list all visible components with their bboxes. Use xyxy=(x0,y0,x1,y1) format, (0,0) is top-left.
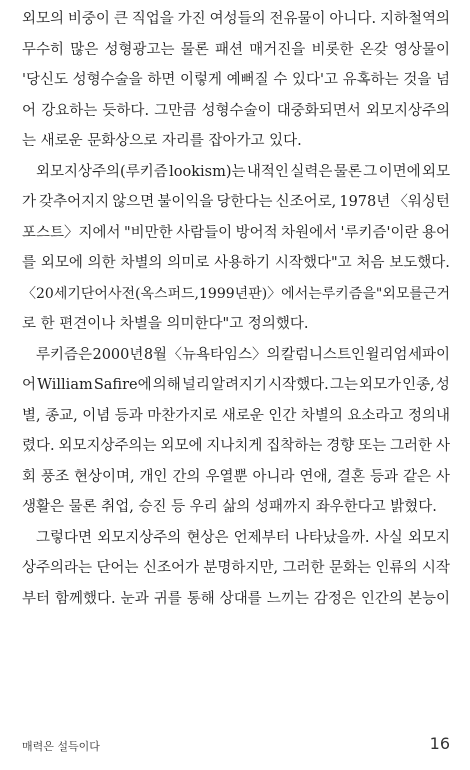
paragraph xyxy=(22,523,450,615)
page-number: 16 xyxy=(429,734,450,753)
word: 단어사전(옥스퍼드, xyxy=(80,285,199,302)
text-line xyxy=(22,462,450,493)
paragraph xyxy=(22,340,450,523)
word: 실력은 xyxy=(290,163,333,180)
word: 등과 xyxy=(114,407,143,424)
text-line xyxy=(22,187,450,218)
word: '당신도 xyxy=(22,72,69,88)
word: 등과 xyxy=(369,468,398,485)
word: 그 xyxy=(363,163,378,180)
word: 귀를 xyxy=(153,590,182,607)
word: 문화는 xyxy=(328,560,372,576)
word: 물론 xyxy=(333,163,362,180)
word: 비롯한 xyxy=(311,41,354,58)
word: 신조어로, xyxy=(275,194,337,210)
word: 풍조 xyxy=(40,468,69,485)
word: 신조어가 xyxy=(142,560,199,576)
word: 루키즘을 xyxy=(321,285,376,302)
word: 이렇게 xyxy=(180,72,223,88)
word: '루키즘'이란 xyxy=(340,224,419,241)
word: 차원에서 xyxy=(281,224,338,241)
word: 큰 xyxy=(113,11,128,27)
text-line xyxy=(22,523,450,554)
text-line xyxy=(22,157,450,188)
word: 세파이 xyxy=(407,346,450,363)
word: 상주의라는 xyxy=(22,560,93,576)
word: 어 xyxy=(22,377,37,393)
word: 어 xyxy=(22,102,37,119)
word: 외모지상주의 xyxy=(97,529,182,546)
word: 하면 xyxy=(147,72,176,88)
word: 8월 xyxy=(143,346,168,363)
word: 사실 xyxy=(374,529,403,546)
word: 널리 xyxy=(181,377,210,393)
word: 윌리엄 xyxy=(365,346,408,363)
word: 사람들이 xyxy=(176,224,233,241)
word: 를 xyxy=(22,255,37,271)
word: 지나치게 xyxy=(206,438,263,454)
word: 나타났을까. xyxy=(294,529,370,546)
word: 아니라 xyxy=(252,468,295,485)
word: 종교, xyxy=(45,407,78,424)
word: 차별의 xyxy=(120,255,163,271)
word: 외모지상주의(루키즘 xyxy=(36,163,168,180)
word: 지하철역의 xyxy=(379,11,450,27)
word: 외모지상주의는 xyxy=(58,438,157,454)
word: 당한다는 xyxy=(216,194,273,210)
word: 외모지상주의 xyxy=(365,102,450,119)
word: 성 xyxy=(435,377,450,393)
word: 비중이 xyxy=(67,11,110,27)
word: 넘 xyxy=(435,72,450,88)
word: 요소라고 xyxy=(347,407,404,424)
word: 〈뉴욕타임스〉의 xyxy=(167,346,281,363)
word: 칼럼니스트인 xyxy=(280,346,366,363)
word: 사 xyxy=(435,468,450,485)
word: 성형수술이 xyxy=(201,102,272,119)
word: 1999년 xyxy=(199,285,249,302)
word: 이면에 xyxy=(378,163,421,180)
word: 회 xyxy=(22,468,37,485)
word: 매거진을 xyxy=(249,41,306,58)
text-line xyxy=(22,340,450,371)
word: 의미로 xyxy=(167,255,210,271)
word: 있다'고 xyxy=(292,72,339,88)
word: 알려지기 xyxy=(210,377,267,393)
word: 〈20세기 xyxy=(22,285,81,302)
word: 함께했다. xyxy=(55,590,116,607)
word: 단어는 xyxy=(96,560,139,576)
word: 루키즘은 xyxy=(36,346,93,363)
word: "외모를 xyxy=(375,285,423,302)
word: 감정은 xyxy=(313,590,356,607)
word: 의한 xyxy=(87,255,116,271)
word: 인간 xyxy=(268,407,297,424)
word: 인류의 xyxy=(375,560,418,576)
word: 인간의 xyxy=(360,590,403,607)
word: 불이익을 xyxy=(157,194,214,210)
text-line xyxy=(22,218,450,249)
text-line xyxy=(22,370,450,401)
word: 외모에 xyxy=(160,438,203,454)
word: 예뻐질 xyxy=(226,72,269,88)
word: 갖추어지지 xyxy=(39,194,110,210)
word: 우열뿐 xyxy=(205,468,248,485)
word: "비만한 xyxy=(123,224,173,241)
text-line xyxy=(22,279,450,310)
word: 1978년 xyxy=(339,194,391,210)
text-line: 는 새로운 문화상으로 자리를 잡아가고 있다. xyxy=(22,133,302,149)
word: 상대를 xyxy=(219,590,262,607)
word: 사용하기 xyxy=(214,255,271,271)
word: 그러한 xyxy=(390,438,433,454)
word: 2000년 xyxy=(92,346,144,363)
word: 이념 xyxy=(82,407,111,424)
word: 또는 xyxy=(358,438,387,454)
text-line xyxy=(22,4,450,35)
text-line xyxy=(22,431,450,462)
word: 포스트〉지에서 xyxy=(22,224,121,241)
text-line xyxy=(22,96,450,127)
word: 보도했다. xyxy=(389,255,450,271)
word: 부터 xyxy=(22,590,51,607)
text-line xyxy=(22,65,450,96)
word: 별, xyxy=(22,407,41,424)
word: William xyxy=(37,377,93,393)
word: 강요하는 xyxy=(41,102,98,119)
word: 처음 xyxy=(356,255,385,271)
word: 분명하지만, xyxy=(203,560,279,576)
word: 아니다. xyxy=(329,11,377,27)
running-title: 매력은 설득이다 xyxy=(22,740,100,753)
word: 성형수술을 xyxy=(72,72,143,88)
word: 외모의 xyxy=(22,11,65,27)
word: 그렇다면 xyxy=(36,529,93,546)
word: 인종, xyxy=(402,377,435,393)
word: 온갖 xyxy=(359,41,388,58)
text-line: 로 한 편견이나 차별을 의미한다"고 정의했다. xyxy=(22,316,309,332)
word: 개인 xyxy=(139,468,168,485)
word: 전유물이 xyxy=(269,11,326,27)
word: 외모에 xyxy=(40,255,83,271)
word: 눈과 xyxy=(120,590,149,607)
word: 듯하다. xyxy=(102,102,150,119)
paragraph xyxy=(22,4,450,157)
word: 경향 xyxy=(326,438,355,454)
word: 근거 xyxy=(422,285,450,302)
word: 용어 xyxy=(421,224,450,241)
body-text xyxy=(22,4,450,614)
word: 판)〉에서는 xyxy=(248,285,322,302)
word: 시작 xyxy=(421,560,450,576)
word: 대중화되면서 xyxy=(276,102,361,119)
word: 유혹하는 xyxy=(342,72,399,88)
word: 시작했다"고 xyxy=(274,255,352,271)
word: 내적인 xyxy=(246,163,289,180)
text-line xyxy=(22,401,450,432)
word: 외모 xyxy=(421,163,450,180)
word: 차별의 xyxy=(300,407,343,424)
word: 통해 xyxy=(186,590,215,607)
text-line xyxy=(22,248,450,279)
word: 패션 xyxy=(214,41,243,58)
word: 〈워싱턴 xyxy=(393,194,450,210)
word: 간의 xyxy=(172,468,201,485)
word: 않으면 xyxy=(112,194,155,210)
word: 집착하는 xyxy=(266,438,323,454)
word: 그러한 xyxy=(282,560,325,576)
word: 가 xyxy=(22,194,37,210)
word: 본능이 xyxy=(407,590,450,607)
paragraph xyxy=(22,157,450,340)
word: 그는 xyxy=(329,377,358,393)
word: 현상은 xyxy=(186,529,229,546)
page-footer xyxy=(22,734,450,754)
word: 직업을 xyxy=(131,11,174,27)
word: 수 xyxy=(273,72,288,88)
word: 무수히 xyxy=(22,41,65,58)
word: 외모지 xyxy=(407,529,450,546)
word: 같은 xyxy=(402,468,431,485)
word: 새로운 xyxy=(221,407,264,424)
text-line: 생활은 물론 취업, 승진 등 우리 삶의 성패까지 좌우한다고 밝혔다. xyxy=(22,499,437,515)
word: 것을 xyxy=(403,72,432,88)
word: 사 xyxy=(435,438,450,454)
word: 방어적 xyxy=(235,224,278,241)
word: 렸다. xyxy=(22,438,55,454)
word: 그만큼 xyxy=(154,102,197,119)
text-line xyxy=(22,584,450,615)
word: 현상이며, xyxy=(73,468,135,485)
word: Safire에 xyxy=(93,377,152,393)
word: 외모가 xyxy=(358,377,402,393)
word: 물론 xyxy=(180,41,209,58)
word: 정의내 xyxy=(407,407,450,424)
word: 결혼 xyxy=(337,468,366,485)
word: 여성들의 xyxy=(209,11,266,27)
word: 가진 xyxy=(177,11,206,27)
word: lookism)는 xyxy=(169,163,246,180)
word: 연애, xyxy=(299,468,333,485)
text-line xyxy=(22,553,450,584)
word: 언제부터 xyxy=(233,529,290,546)
word: 영상물이 xyxy=(393,41,450,58)
word: 많은 xyxy=(70,41,99,58)
word: 시작했다. xyxy=(268,377,329,393)
text-line xyxy=(22,35,450,66)
word: 성형광고는 xyxy=(104,41,175,58)
word: 마찬가지로 xyxy=(147,407,218,424)
word: 의해 xyxy=(152,377,181,393)
word: 느끼는 xyxy=(266,590,309,607)
